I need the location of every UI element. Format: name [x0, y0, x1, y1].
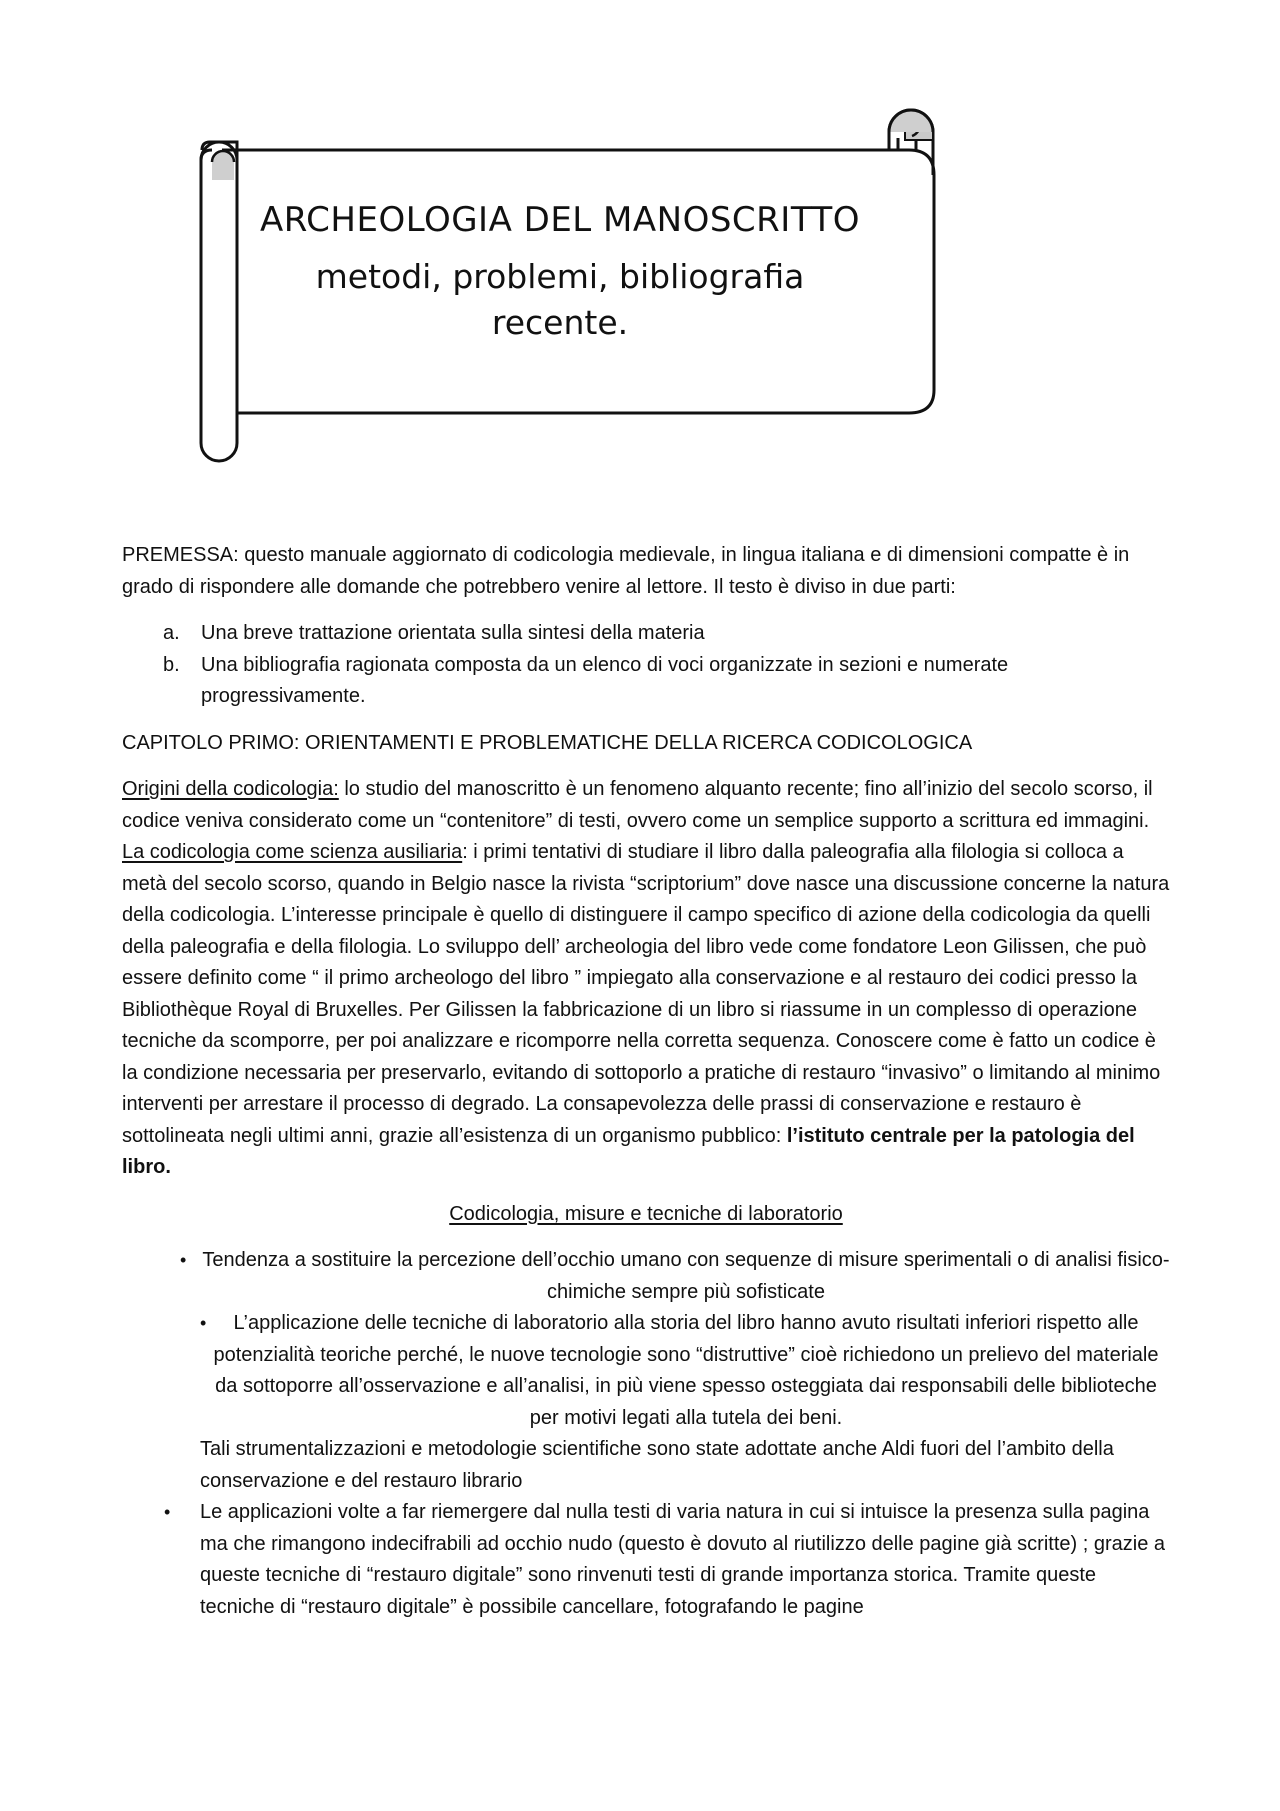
bullet-text: Tendenza a sostituire la percezione dell’occhio umano con sequenze di misure sperimentali o di analisi fisico-chimiche sempre più sofisticate	[202, 1249, 1170, 1303]
origins-paragraph	[122, 774, 1170, 1184]
auxiliary-text: : i primi tentativi di studiare il libro dalla paleografia alla filologia si colloca a metà del secolo scorso, quando in Belgio nasce la rivista “scriptorium” dove nasce una discussione concerne la natura della codicologia. L’interesse principale è quello di distinguere il campo specifico di azione della codicologia da quelli della paleografia e della filologia. Lo sviluppo dell’ archeologia del libro vede come fondatore Leon Gilissen, che può essere definito come “ il primo archeologo del libro ” impiegato alla conservazione e al restauro dei codici presso la Bibliothèque Royal di Bruxelles. Per Gilissen la fabbricazione di un libro si riassume in un complesso di operazione tecniche da scomporre, per poi analizzare e ricomporre nella corretta sequenza. Conoscere come è fatto un codice è la condizione necessaria per preservarlo, evitando di sottoporlo a pratiche di restauro “invasivo” o limitando al minimo interventi per arrestare il processo di degrado. La consapevolezza delle prassi di conservazione e restauro è sottolineata negli ultimi anni, grazie all’esistenza di un organismo pubblico:	[122, 841, 1170, 1147]
bullet-text: L’applicazione delle tecniche di laboratorio alla storia del libro hanno avuto risultati inferiori rispetto alle potenzialità teoriche perché, le nuove tecnologie sono “distruttive” cioè richiedono un prelievo del materiale da sottoporre all’osservazione e all’analisi, in più viene spesso osteggiata dai responsabili delle biblioteche per motivi legati alla tutela dei beni.	[213, 1312, 1159, 1429]
bullet-icon: •	[180, 1250, 187, 1270]
auxiliary-label: La codicologia come scienza ausiliaria	[122, 841, 463, 863]
premessa-paragraph: PREMESSA: questo manuale aggiornato di codicologia medievale, in lingua italiana e di dimensioni compatte è in grado di rispondere alle domande che potrebbero venire al lettore. Il testo è diviso in due parti:	[122, 544, 1130, 598]
section-heading-text: Codicologia, misure e tecniche di laboratorio	[449, 1202, 843, 1225]
document-body	[122, 540, 1170, 1623]
bullet-item	[122, 1497, 1170, 1623]
list-item	[122, 618, 1170, 650]
list-marker: a.	[163, 622, 180, 644]
list-item-text: Una bibliografia ragionata composta da un elenco di voci organizzate in sezioni e numerate progressivamente.	[201, 653, 1009, 707]
list-marker: b.	[163, 653, 180, 676]
title-scroll-banner	[192, 100, 942, 468]
document-title: ARCHEOLOGIA DEL MANOSCRITTO	[259, 200, 861, 240]
bullet-icon: •	[164, 1502, 171, 1522]
bullet-item	[122, 1308, 1170, 1434]
list-item-text: Una breve trattazione orientata sulla sintesi della materia	[201, 622, 705, 644]
bullet-icon: •	[200, 1313, 207, 1333]
document-subtitle: metodi, problemi, bibliografia recente.	[315, 257, 805, 342]
note-paragraph: Tali strumentalizzazioni e metodologie scientifiche sono state adottate anche Aldi fuori del l’ambito della conservazione e del restauro librario	[200, 1438, 1114, 1492]
origins-text: lo studio del manoscritto è un fenomeno alquanto recente; fino all’inizio del secolo scorso, il codice veniva considerato come un “contenitore” di testi, ovvero come un semplice supporto a scrittura ed immagini.	[122, 778, 1153, 832]
bullet-item	[122, 1245, 1170, 1308]
section-heading	[122, 1199, 1170, 1231]
premessa-list	[122, 618, 1170, 713]
list-item	[122, 650, 1170, 713]
chapter-heading: CAPITOLO PRIMO: ORIENTAMENTI E PROBLEMATICHE DELLA RICERCA CODICOLOGICA	[122, 731, 973, 754]
institute-name: l’istituto centrale per la patologia del libro.	[122, 1124, 1135, 1178]
origins-label: Origini della codicologia:	[122, 778, 339, 800]
bullet-text: Le applicazioni volte a far riemergere dal nulla testi di varia natura in cui si intuisce la presenza sulla pagina ma che rimangono indecifrabili ad occhio nudo (questo è dovuto al riutilizzo delle pagine già scritte) ; grazie a queste tecniche di “restauro digitale” sono rinvenuti testi di grande importanza storica. Tramite queste tecniche di “restauro digitale” è possibile cancellare, fotografando le pagine	[200, 1501, 1165, 1618]
